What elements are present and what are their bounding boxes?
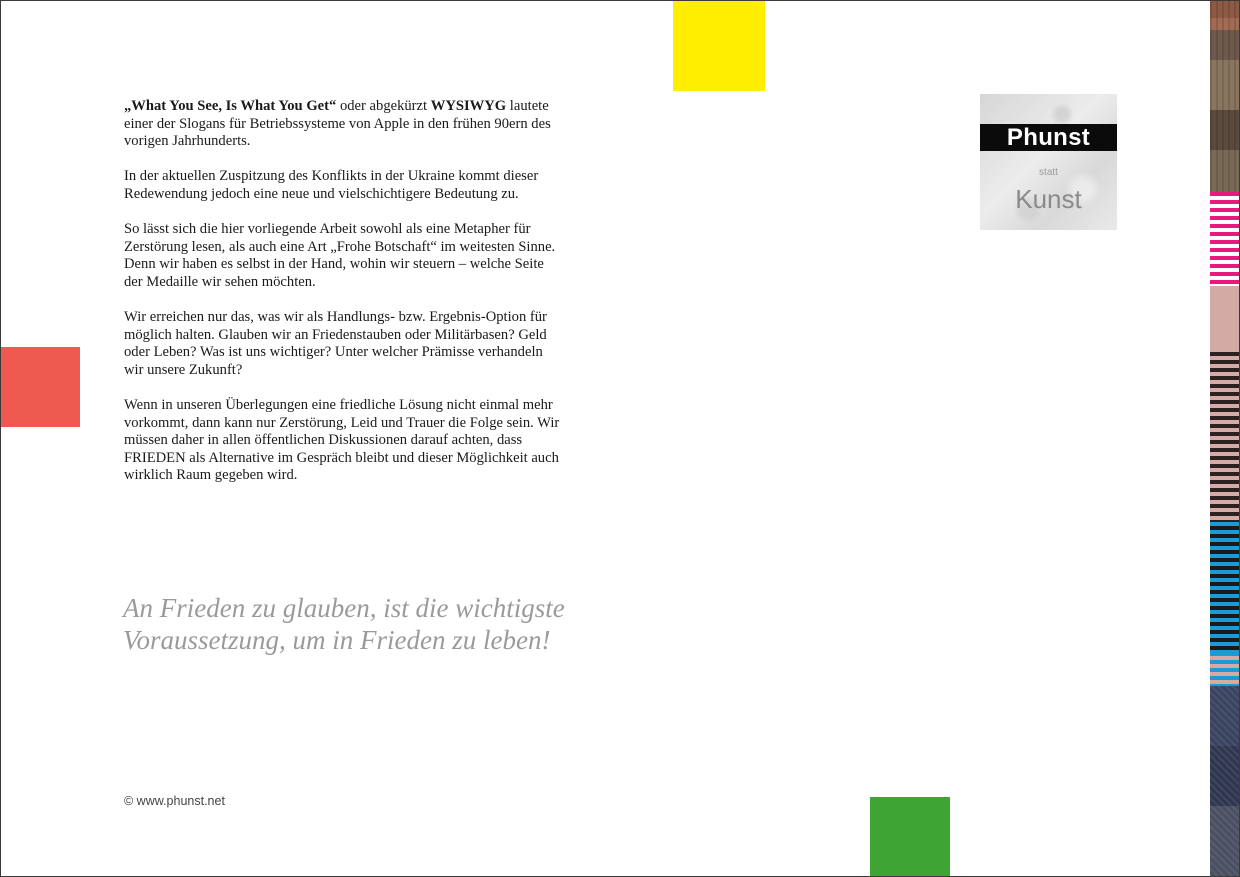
photo-strip-bottom: [1210, 686, 1240, 877]
yellow-square: [673, 0, 765, 91]
image-strip: [1210, 0, 1240, 877]
body-text: [124, 98, 564, 503]
red-square: [0, 347, 80, 427]
logo-phunst: Phunst: [980, 124, 1117, 151]
quote-line-2: Voraussetzung, um in Frieden zu leben!: [123, 625, 551, 655]
paragraph-5: Wenn in unseren Überlegungen eine friedliche Lösung nicht einmal mehr vorkommt, dann kann nur Zerstörung, Leid und Trauer die Folge sein. Wir müssen daher in allen öffentlichen Diskussionen darauf achten, dass FRIEDEN als Alternative im Gespräch bleibt und dieser Möglichkeit auch wirklich Raum gegeben wird.: [124, 397, 560, 484]
logo-kunst: Kunst: [1015, 184, 1082, 214]
wysiwyg-abbrev: WYSIWYG: [430, 98, 507, 114]
photo-strip-top: [1210, 0, 1240, 192]
stripe-mixed: [1210, 652, 1240, 686]
paragraph-4: Wir erreichen nur das, was wir als Handlungs- bzw. Ergebnis-Option für möglich halten. Glauben wir an Friedenstauben oder Militärbasen? Geld oder Leben? Was ist uns wichtiger? Unter welcher Prämisse verhandeln wir unsere Zukunft?: [124, 309, 547, 378]
stripe-blue: [1210, 522, 1240, 652]
green-square: [870, 797, 950, 877]
stripe-rose: [1210, 286, 1240, 352]
paragraph-2: In der aktuellen Zuspitzung des Konflikts in der Ukraine kommt dieser Redewendung jedoch eine neue und vielschichtigere Bedeutung zu.: [124, 168, 539, 202]
stripe-dark: [1210, 352, 1240, 522]
pull-quote: [123, 592, 683, 656]
stripe-pink: [1210, 192, 1240, 286]
wysiwyg-phrase: „What You See, Is What You Get“: [124, 98, 337, 114]
logo-statt: statt: [1039, 167, 1058, 178]
paragraph-3: So lässt sich die hier vorliegende Arbeit sowohl als eine Metapher für Zerstörung lesen, als auch eine Art „Frohe Botschaft“ im weitesten Sinne. Denn wir haben es selbst in der Hand, wohin wir steuern – welche Seite der Medaille wir sehen möchten.: [124, 221, 556, 290]
phunst-logo: [980, 94, 1117, 230]
copyright-footer: © www.phunst.net: [124, 794, 225, 808]
paragraph-1: „What You See, Is What You Get“ oder abgekürzt WYSIWYG lautete einer der Slogans für Betriebssysteme von Apple in den frühen 90ern des vorigen Jahrhunderts.: [124, 98, 551, 150]
quote-line-1: An Frieden zu glauben, ist die wichtigste: [123, 593, 565, 623]
